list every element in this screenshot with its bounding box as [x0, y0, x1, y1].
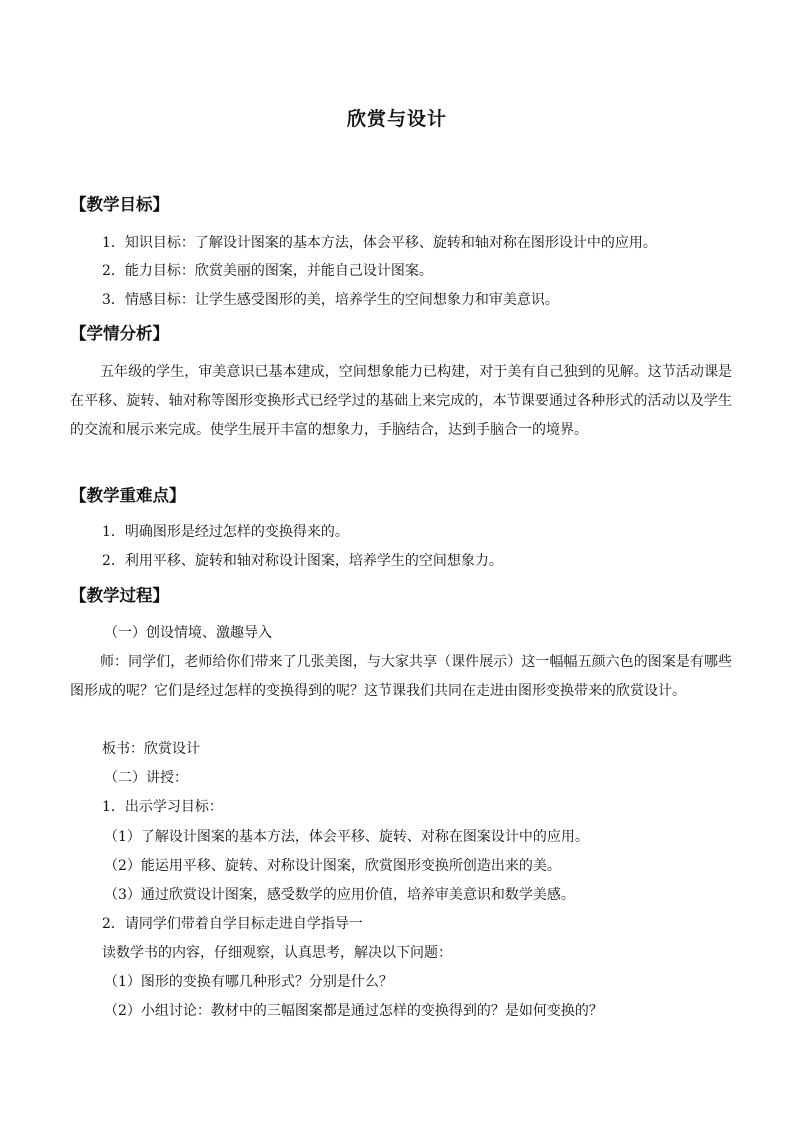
section-heading-process: 【教学过程】 — [70, 586, 169, 605]
goal-item: 2．能力目标：欣赏美丽的图案，并能自己设计图案。 — [102, 263, 433, 279]
board-writing: 板书：欣赏设计 — [102, 741, 200, 757]
show-goals-line: 1．出示学习目标： — [102, 799, 223, 815]
process-step-one: （一）创设情境、激趣导入 — [104, 625, 272, 641]
key-point-item: 1．明确图形是经过怎样的变换得来的。 — [102, 524, 349, 540]
goal-item: 1．知识目标：了解设计图案的基本方法，体会平移、旋转和轴对称在图形设计中的应用。 — [102, 235, 657, 251]
section-heading-key-points: 【教学重难点】 — [70, 486, 186, 505]
learning-goal-item: （2）能运用平移、旋转、对称设计图案，欣赏图形变换所创造出来的美。 — [104, 858, 561, 874]
analysis-paragraph: 五年级的学生，审美意识已基本建成，空间想象能力已构建，对于美有自己独到的见解。这节活动课是在平移、旋转、轴对称等图形变换形式已经学过的基础上来完成的，本节课要通过各种形式的活动以及学生的交流和展示来完成。使学生展开丰富的想象力，手脑结合，达到手脑合一的境界。 — [70, 364, 732, 438]
document-title: 欣赏与设计 — [346, 108, 447, 130]
learning-goal-item: （1）了解设计图案的基本方法，体会平移、旋转、对称在图案设计中的应用。 — [104, 829, 589, 845]
teacher-paragraph: 师：同学们，老师给你们带来了几张美图，与大家共享（课件展示）这一幅幅五颜六色的图案是有哪些图形成的呢？它们是经过怎样的变换得到的呢？这节课我们共同在走进由图形变换带来的欣赏设计。 — [70, 654, 732, 699]
question-item: （1）图形的变换有哪几种形式？分别是什么？ — [104, 974, 393, 990]
goal-item: 3．情感目标：让学生感受图形的美，培养学生的空间想象力和审美意识。 — [102, 292, 559, 308]
section-heading-goals: 【教学目标】 — [70, 195, 169, 214]
question-item: （2）小组讨论：教材中的三幅图案都是通过怎样的变换得到的？是如何变换的？ — [104, 1003, 603, 1019]
read-book-line: 读数学书的内容，仔细观察，认真思考，解决以下问题： — [102, 945, 452, 961]
key-point-item: 2．利用平移、旋转和轴对称设计图案，培养学生的空间想象力。 — [102, 553, 503, 569]
process-step-two: （二）讲授： — [104, 770, 188, 786]
learning-goal-item: （3）通过欣赏设计图案，感受数学的应用价值，培养审美意识和数学美感。 — [104, 887, 575, 903]
self-study-line: 2．请同学们带着自学目标走进自学指导一 — [102, 916, 363, 932]
section-heading-analysis: 【学情分析】 — [70, 324, 169, 343]
